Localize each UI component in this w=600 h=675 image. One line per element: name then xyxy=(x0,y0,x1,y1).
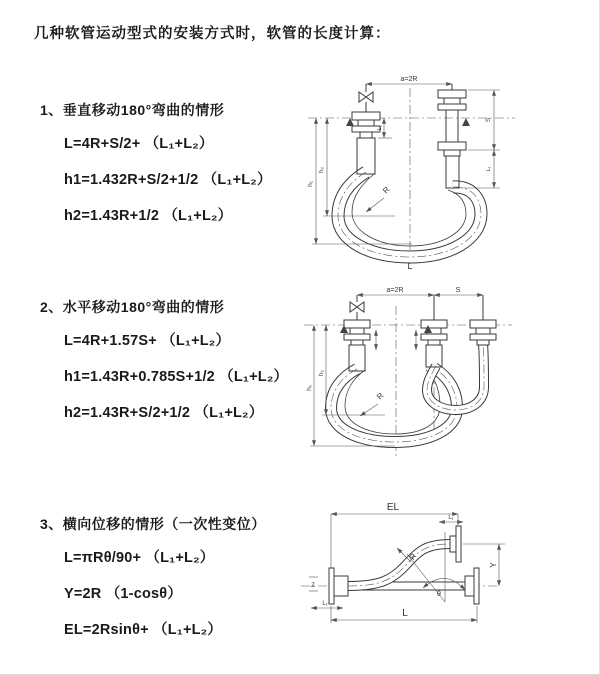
formula-L: L=4R+S/2+ （L₁+L₂） xyxy=(64,136,214,152)
dim-label-l1b: L₁ xyxy=(486,166,492,172)
dim-label-a2r: a=2R xyxy=(400,76,418,83)
valve-icon xyxy=(350,295,364,320)
section-2-heading: 2、水平移动180°弯曲的情形 xyxy=(40,299,225,315)
length-label: L xyxy=(407,261,413,271)
formula-L: L=πRθ/90+ （L₁+L₂） xyxy=(64,550,215,566)
top-right-flange xyxy=(450,526,461,562)
dim-label-y: Y xyxy=(489,562,498,568)
dim-label-l1-top: L₁ xyxy=(448,515,454,521)
formula-h1: h1=1.43R+0.785S+1/2 （L₁+L₂） xyxy=(64,369,289,385)
dim-label-a2r: a=2R xyxy=(386,287,404,294)
page-title: 几种软管运动型式的安装方式时，软管的长度计算： xyxy=(34,26,391,42)
right-flange xyxy=(465,568,479,604)
section-lateral-displacement xyxy=(40,514,305,648)
diagram-horizontal-180-bend xyxy=(300,278,595,465)
section-1-heading: 1、垂直移动180°弯曲的情形 xyxy=(40,102,225,118)
dim-label-h1: h₁ xyxy=(306,385,313,391)
formula-L: L=4R+1.57S+ （L₁+L₂） xyxy=(64,333,231,349)
dim-label-h1: h₁ xyxy=(307,181,314,187)
right-flange-fitting xyxy=(470,295,496,345)
dim-label-l1: L₁ xyxy=(377,125,383,131)
middle-flange-fitting xyxy=(421,295,447,345)
left-flange xyxy=(329,568,348,604)
section-3-heading: 3、横向位移的情形（一次性变位） xyxy=(40,516,266,532)
braided-hose-section xyxy=(426,345,442,367)
right-flange-fitting xyxy=(438,84,466,156)
formula-h1: h1=1.432R+S/2+1/2 （L₁+L₂） xyxy=(64,172,272,188)
diagram-lateral-displacement xyxy=(293,498,600,653)
diagram-vertical-180-bend xyxy=(300,66,595,271)
formula-Y: Y=2R （1-cosθ） xyxy=(64,586,183,602)
formula-h2: h2=1.43R+S/2+1/2 （L₁+L₂） xyxy=(64,405,264,421)
radius-label: R xyxy=(381,185,392,196)
dim-label-h2: h₂ xyxy=(318,166,325,174)
valve-icon xyxy=(359,84,373,112)
formula-EL: EL=2Rsinθ+ （L₁+L₂） xyxy=(64,622,223,638)
dim-label-z: Z xyxy=(311,583,315,589)
radius-label: R xyxy=(407,551,419,562)
arrow-marker xyxy=(462,118,470,126)
radius-label: R xyxy=(375,391,386,402)
angle-label-theta: θ xyxy=(437,591,441,598)
section-horizontal-180 xyxy=(40,297,305,431)
dim-label-s: S xyxy=(455,287,461,294)
left-flange-fitting xyxy=(344,320,370,345)
dim-label-s: S xyxy=(485,117,492,123)
section-vertical-180 xyxy=(40,100,305,234)
left-flange-fitting xyxy=(352,112,380,138)
dim-label-l1-left: L₁ xyxy=(322,601,328,607)
dim-label-h2: h₂ xyxy=(318,369,325,377)
formula-h2: h2=1.43R+1/2 （L₁+L₂） xyxy=(64,208,233,224)
dim-label-l: L xyxy=(402,608,408,619)
dim-label-el: EL xyxy=(386,502,400,513)
